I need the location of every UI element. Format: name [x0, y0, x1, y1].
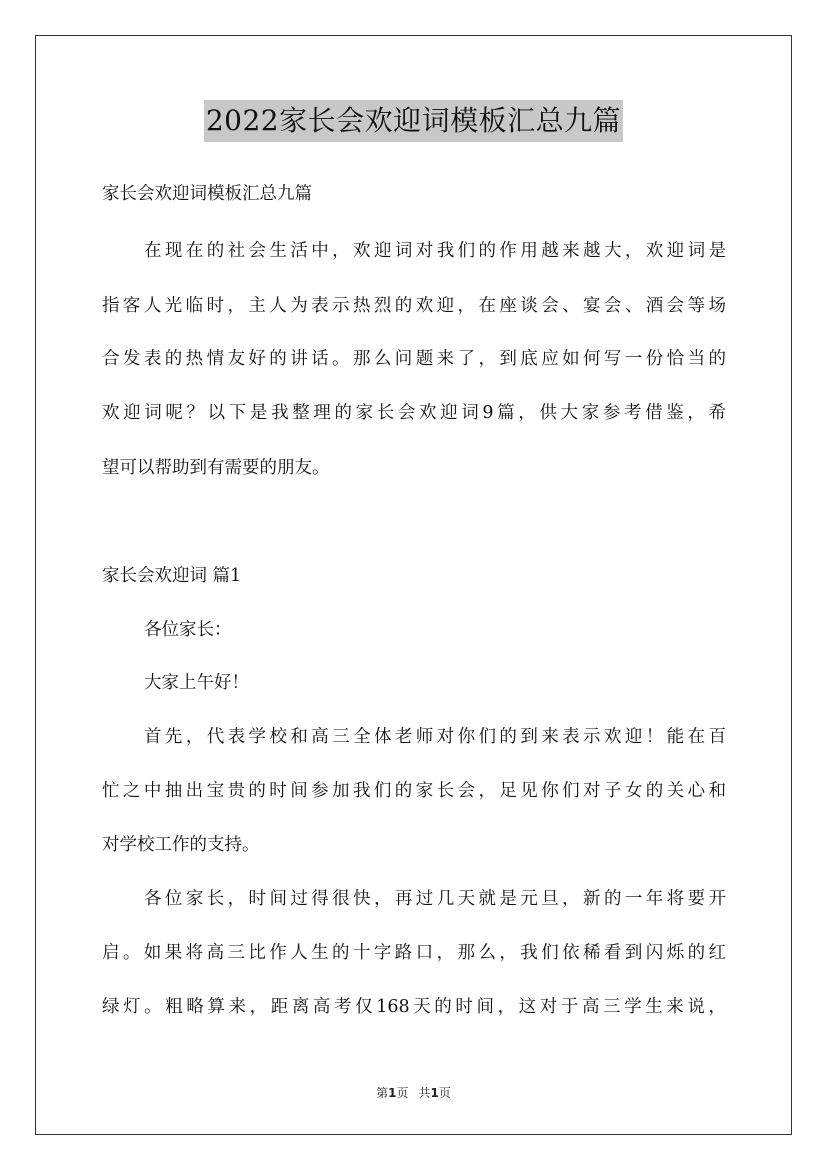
salutation: 各位家长： — [144, 620, 232, 640]
intro-line: 望可以帮助到有需要的朋友。 — [102, 458, 330, 478]
total-number: 1 — [430, 1086, 439, 1100]
intro-line: 合发表的热情友好的讲话。那么问题来了，到底应如何写一份恰当的 — [102, 349, 726, 369]
total-prefix: 共 — [418, 1086, 431, 1100]
total-suffix: 页 — [438, 1086, 451, 1100]
paragraph-line: 启。如果将高三比作人生的十字路口，那么，我们依稀看到闪烁的红 — [102, 943, 726, 963]
page-footer — [0, 1084, 827, 1101]
intro-line: 在现在的社会生活中，欢迎词对我们的作用越来越大，欢迎词是 — [144, 241, 726, 261]
section-heading: 家长会欢迎词 篇1 — [102, 566, 242, 586]
intro-line: 欢迎词呢？以下是我整理的家长会欢迎词9篇，供大家参考借鉴，希 — [102, 403, 726, 423]
paragraph-line: 忙之中抽出宝贵的时间参加我们的家长会，足见你们对子女的关心和 — [102, 781, 726, 801]
page-prefix: 第 — [376, 1086, 389, 1100]
paragraph-line: 绿灯。粗略算来，距离高考仅168天的时间，这对于高三学生来说， — [102, 997, 726, 1017]
subtitle: 家长会欢迎词模板汇总九篇 — [102, 184, 312, 204]
paragraph-line: 首先，代表学校和高三全体老师对你们的到来表示欢迎！能在百 — [144, 727, 726, 747]
document-title: 2022家长会欢迎词模板汇总九篇 — [204, 100, 623, 142]
intro-line: 指客人光临时，主人为表示热烈的欢迎，在座谈会、宴会、酒会等场 — [102, 296, 726, 316]
paragraph-line: 对学校工作的支持。 — [102, 835, 260, 855]
greeting: 大家上午好！ — [144, 673, 249, 693]
page-suffix: 页 — [396, 1086, 409, 1100]
paragraph-line: 各位家长，时间过得很快，再过几天就是元旦，新的一年将要开 — [144, 889, 726, 909]
title-container — [0, 100, 827, 142]
page-number: 1 — [388, 1086, 397, 1100]
